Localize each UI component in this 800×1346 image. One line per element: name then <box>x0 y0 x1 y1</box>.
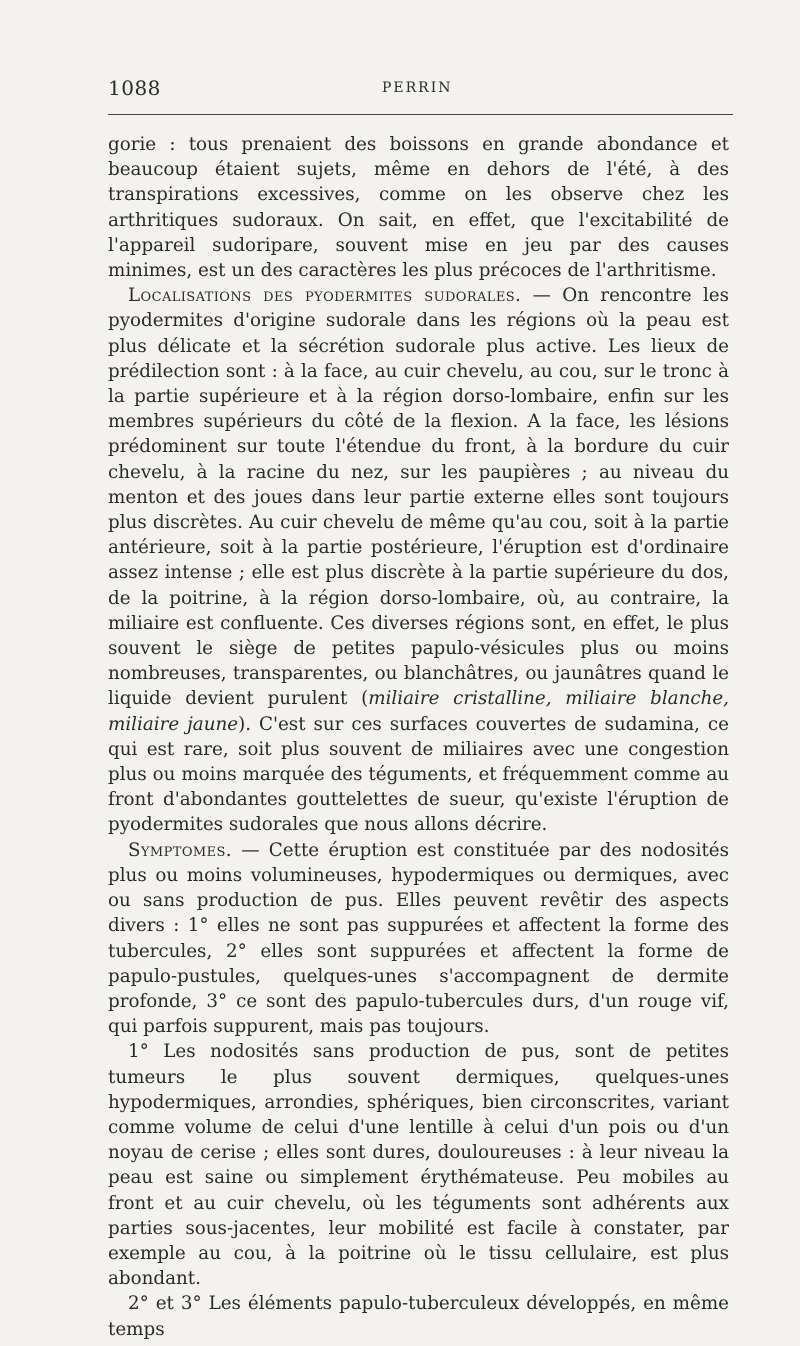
paragraph-text: 2° et 3° Les éléments papulo-tuberculeux développés, en même temps <box>108 1293 729 1340</box>
paragraph-symptomes <box>108 838 729 1040</box>
paragraph-nodosites <box>108 1039 729 1291</box>
paragraph-text-tail: ). C'est sur ces surfaces couvertes de sudamina, ce qui est rare, soit plus souvent de miliaires avec une congestion plus ou moins marquée des téguments, et fréquemment comme au front d'abondantes gouttelettes de sueur, qu'existe l'éruption de pyodermites sudorales que nous allons décrire. <box>108 713 729 836</box>
paragraph-text: 1° Les nodosités sans production de pus, sont de petites tumeurs le plus souvent dermiques, quelques-unes hypodermiques, arrondies, sphériques, bien circonscrites, variant comme volume de celui d'une lentille à celui d'un pois ou d'un noyau de cerise ; elles sont dures, douloureuses : à leur niveau la peau est saine ou simplement érythémateuse. Peu mobiles au front et au cuir chevelu, où les téguments sont adhérents aux parties sous-jacentes, leur mobilité est facile à constater, par exemple au cou, à la poitrine où le tissu cellulaire, est plus abondant. <box>108 1041 729 1290</box>
paragraph-continuation <box>108 132 729 283</box>
body-text <box>108 132 729 1342</box>
paragraph-text: — Cette éruption est constituée par des nodosités plus ou moins volumineuses, hypodermiques ou dermiques, avec ou sans production de pus. Elles peuvent revêtir des aspects divers : 1° elles ne sont pas suppurées et affectent la forme des tubercules, 2° elles sont suppurées et affectent la forme de papulo-pustules, quelques-unes s'accompagnent de dermite profonde, 3° ce sont des papulo-tubercules durs, d'un rouge vif, qui parfois suppurent, mais pas toujours. <box>108 839 729 1038</box>
section-lead-symptomes: Symptomes. <box>128 839 233 861</box>
page-header <box>108 76 733 102</box>
page-number: 1088 <box>108 76 161 100</box>
paragraph-localisations <box>108 283 729 837</box>
paragraph-text: — On rencontre les pyodermites d'origine sudorale dans les régions où la peau est plus délicate et la sécrétion sudorale plus active. Les lieux de prédilection sont : à la face, au cuir chevelu, au cou, sur le tronc à la partie supérieure et à la région dorso-lombaire, enfin sur les membres supérieurs du côté de la flexion. A la face, les lésions prédominent sur toute l'étendue du front, à la bordure du cuir chevelu, à la racine du nez, sur les paupières ; au niveau du menton et des joues dans leur partie externe elles sont toujours plus discrètes. Au cuir chevelu de même qu'au cou, soit à la partie antérieure, soit à la partie postérieure, l'éruption est d'ordinaire assez intense ; elle est plus discrète à la partie supérieure du dos, de la poitrine, à la région dorso-lombaire, où, au contraire, la miliaire est confluente. Ces diverses régions sont, en effet, le plus souvent le siège de petites papulo-vésicules plus ou moins nombreuses, transparentes, ou blanchâtres, ou jaunâtres quand le liquide devient purulent ( <box>108 285 730 710</box>
running-head: PERRIN <box>382 80 453 96</box>
paragraph-papulo-tuberculeux <box>108 1291 729 1341</box>
header-rule <box>108 114 733 115</box>
paragraph-text: gorie : tous prenaient des boissons en grande abondance et beaucoup étaient sujets, même en dehors de l'été, à des transpirations excessives, comme on les observe chez les arthritiques sudoraux. On sait, en effet, que l'excitabilité de l'appareil sudoripare, souvent mise en jeu par des causes minimes, est un des caractères les plus précoces de l'arthritisme. <box>108 134 729 282</box>
section-lead-localisations: Localisations des pyodermites sudorales. <box>128 285 522 307</box>
paragraph-italic: miliaire cristalline, miliaire blanche, miliaire jaune <box>108 688 729 735</box>
